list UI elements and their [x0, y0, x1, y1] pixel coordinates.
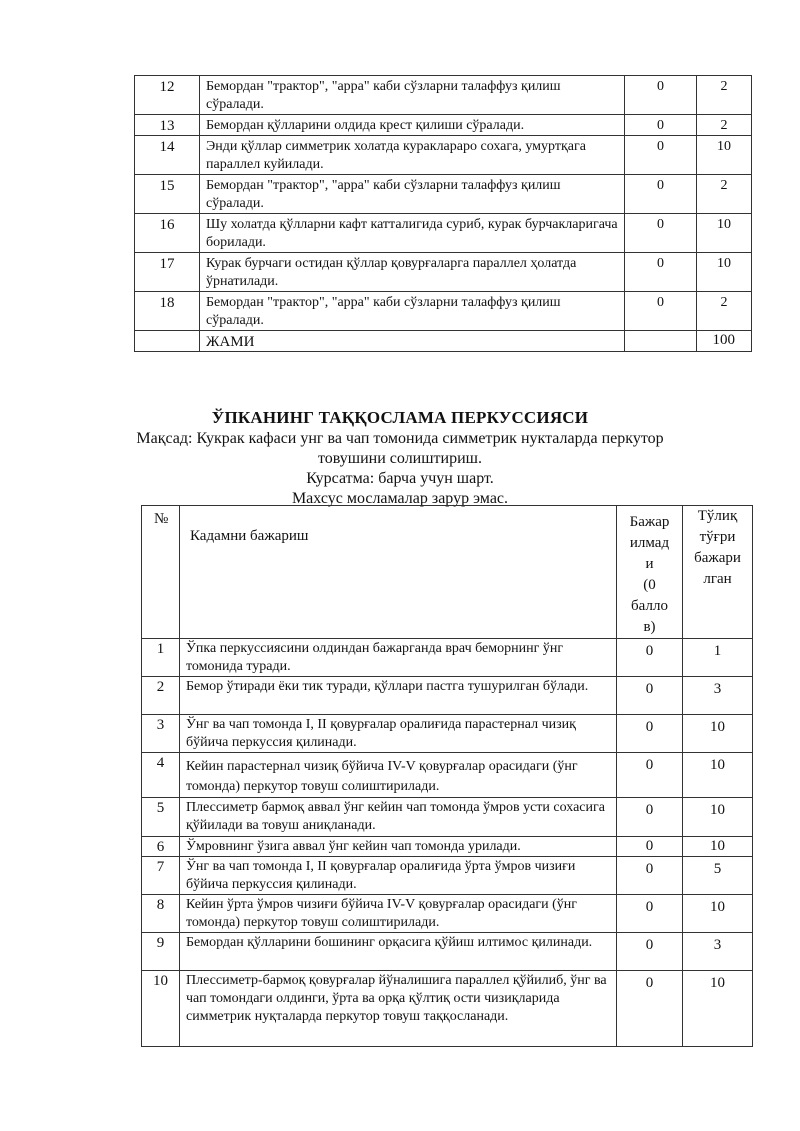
table-row [135, 115, 752, 136]
total-row [135, 331, 752, 352]
total-value: 100 [697, 331, 752, 352]
section-header [0, 407, 800, 509]
section-title: ЎПКАНИНГ ТАҚҚОСЛАМА ПЕРКУССИЯСИ [211, 408, 589, 427]
full-score: 10 [683, 837, 753, 857]
step-text: Кейин парастернал чизиқ бўйича IV-V қовурғалар орасидаги (ўнг томонда) перкутор товуш солиштирилади. [180, 753, 617, 798]
full-score: 1 [683, 639, 753, 677]
table-row [142, 677, 753, 715]
failed-score: 0 [625, 214, 697, 253]
failed-score: 0 [625, 292, 697, 331]
step-text: Энди қўллар симметрик холатда куракларaро сохага, умуртқага параллел куйилади. [200, 136, 625, 175]
step-text: Бемордан қўлларини бошининг орқасига қўйиш илтимос қилинади. [180, 933, 617, 971]
row-number: 4 [142, 753, 180, 798]
header-line: балло [631, 598, 668, 614]
failed-score: 0 [617, 895, 683, 933]
goal-line-continuation: товушини солиштириш. [318, 450, 482, 467]
row-number: 13 [135, 115, 200, 136]
step-text: Ўпка перкуссиясини олдиндан бажарганда врач беморнинг ўнг томонида туради. [180, 639, 617, 677]
step-text: Кейин ўрта ўмров чизиғи бўйича IV-V қовурғалар орасидаги (ўнг томонда) перкутор товуш солиштирилади. [180, 895, 617, 933]
full-score: 2 [697, 76, 752, 115]
row-number: 7 [142, 857, 180, 895]
full-score: 3 [683, 677, 753, 715]
failed-score: 0 [617, 857, 683, 895]
failed-score: 0 [625, 76, 697, 115]
failed-score: 0 [617, 753, 683, 798]
goal-line: Мақсад: Кукрак кафаси унг ва чап томонида симметрик нукталарда перкутор [136, 430, 664, 447]
instruction-line: Курсатма: барча учун шарт. [306, 470, 494, 487]
step-text: Бемор ўтиради ёки тик туради, қўллари пастга тушурилган бўлади. [180, 677, 617, 715]
table-row [142, 933, 753, 971]
failed-score: 0 [617, 933, 683, 971]
total-empty-cell [135, 331, 200, 352]
row-number: 5 [142, 798, 180, 837]
row-number: 3 [142, 715, 180, 753]
full-score: 2 [697, 175, 752, 214]
table-header-row [142, 506, 753, 639]
percussion-checklist-table [141, 505, 753, 1047]
row-number: 12 [135, 76, 200, 115]
row-number: 17 [135, 253, 200, 292]
failed-score: 0 [617, 677, 683, 715]
step-text: Бемордан қўлларини олдида крест қилиши сўралади. [200, 115, 625, 136]
table-row [135, 253, 752, 292]
table-row [135, 292, 752, 331]
step-text: Шу холатда қўлларни кафт катталигида суриб, курак бурчакларигача борилади. [200, 214, 625, 253]
table-row [135, 214, 752, 253]
full-score: 10 [697, 214, 752, 253]
column-header-step: Кадамни бажариш [180, 506, 617, 639]
header-line: (0 [643, 577, 656, 593]
full-score: 10 [683, 895, 753, 933]
equipment-line: Махсус мосламалар зарур эмас. [291, 490, 509, 507]
full-score: 10 [683, 715, 753, 753]
table-row [142, 639, 753, 677]
row-number: 16 [135, 214, 200, 253]
row-number: 9 [142, 933, 180, 971]
header-line: в) [643, 619, 656, 635]
full-score: 2 [697, 292, 752, 331]
full-score: 10 [683, 971, 753, 1047]
table-row [142, 857, 753, 895]
step-text: Бемордан "трактор", "арра" каби сўзларни талаффуз қилиш сўралади. [200, 76, 625, 115]
step-text: Плессиметр-бармоқ қовурғалар йўналишига параллел қўйилиб, ўнг ва чап томондаги олдинги, ўрта ва орқа қўлтиқ ости чизиқларида симметрик нуқталарда перкутор товуш таққосланади. [180, 971, 617, 1047]
table-row [135, 76, 752, 115]
header-line: Бажар [629, 514, 670, 530]
failed-score: 0 [617, 798, 683, 837]
column-header-full [683, 506, 753, 639]
table-row [142, 715, 753, 753]
row-number: 10 [142, 971, 180, 1047]
row-number: 8 [142, 895, 180, 933]
failed-score: 0 [625, 136, 697, 175]
step-text: Ўнг ва чап томонда I, II қовурғалар оралиғида парастернал чизиқ бўйича перкуссия қилинади. [180, 715, 617, 753]
table-row [142, 895, 753, 933]
step-text: Курак бурчаги остидан қўллар қовурғаларга параллел ҳолатда ўрнатилади. [200, 253, 625, 292]
header-line: тўғри [699, 529, 736, 545]
total-label: ЖАМИ [200, 331, 625, 352]
table-row [135, 175, 752, 214]
table-row [142, 837, 753, 857]
full-score: 10 [697, 253, 752, 292]
scoring-table-continuation [134, 75, 752, 352]
failed-score: 0 [617, 715, 683, 753]
step-text: Бемордан "трактор", "арра" каби сўзларни талаффуз қилиш сўралади. [200, 175, 625, 214]
table-row [135, 136, 752, 175]
full-score: 5 [683, 857, 753, 895]
column-header-failed [617, 506, 683, 639]
header-line: илмад [629, 535, 670, 551]
step-text: Ўнг ва чап томонда I, II қовурғалар оралиғида ўрта ўмров чизиғи бўйича перкуссия қилинади. [180, 857, 617, 895]
row-number: 6 [142, 837, 180, 857]
table-row [142, 798, 753, 837]
failed-score: 0 [617, 837, 683, 857]
row-number: 15 [135, 175, 200, 214]
total-empty-cell [625, 331, 697, 352]
header-line: лган [703, 571, 732, 587]
failed-score: 0 [617, 639, 683, 677]
full-score: 10 [683, 798, 753, 837]
full-score: 10 [683, 753, 753, 798]
failed-score: 0 [625, 115, 697, 136]
row-number: 14 [135, 136, 200, 175]
header-line: Тўлиқ [697, 508, 738, 524]
row-number: 1 [142, 639, 180, 677]
column-header-number: № [142, 506, 180, 639]
full-score: 10 [697, 136, 752, 175]
step-text: Бемордан "трактор", "арра" каби сўзларни талаффуз қилиш сўралади. [200, 292, 625, 331]
failed-score: 0 [617, 971, 683, 1047]
row-number: 18 [135, 292, 200, 331]
header-line: и [645, 556, 654, 572]
step-text: Плессиметр бармоқ аввал ўнг кейин чап томонда ўмров усти сохасига қўйилади ва товуш аниқланади. [180, 798, 617, 837]
full-score: 2 [697, 115, 752, 136]
failed-score: 0 [625, 175, 697, 214]
header-line: бажари [694, 550, 741, 566]
table-row [142, 971, 753, 1047]
failed-score: 0 [625, 253, 697, 292]
full-score: 3 [683, 933, 753, 971]
table-row [142, 753, 753, 798]
row-number: 2 [142, 677, 180, 715]
step-text: Ўмровнинг ўзига аввал ўнг кейин чап томонда урилади. [180, 837, 617, 857]
